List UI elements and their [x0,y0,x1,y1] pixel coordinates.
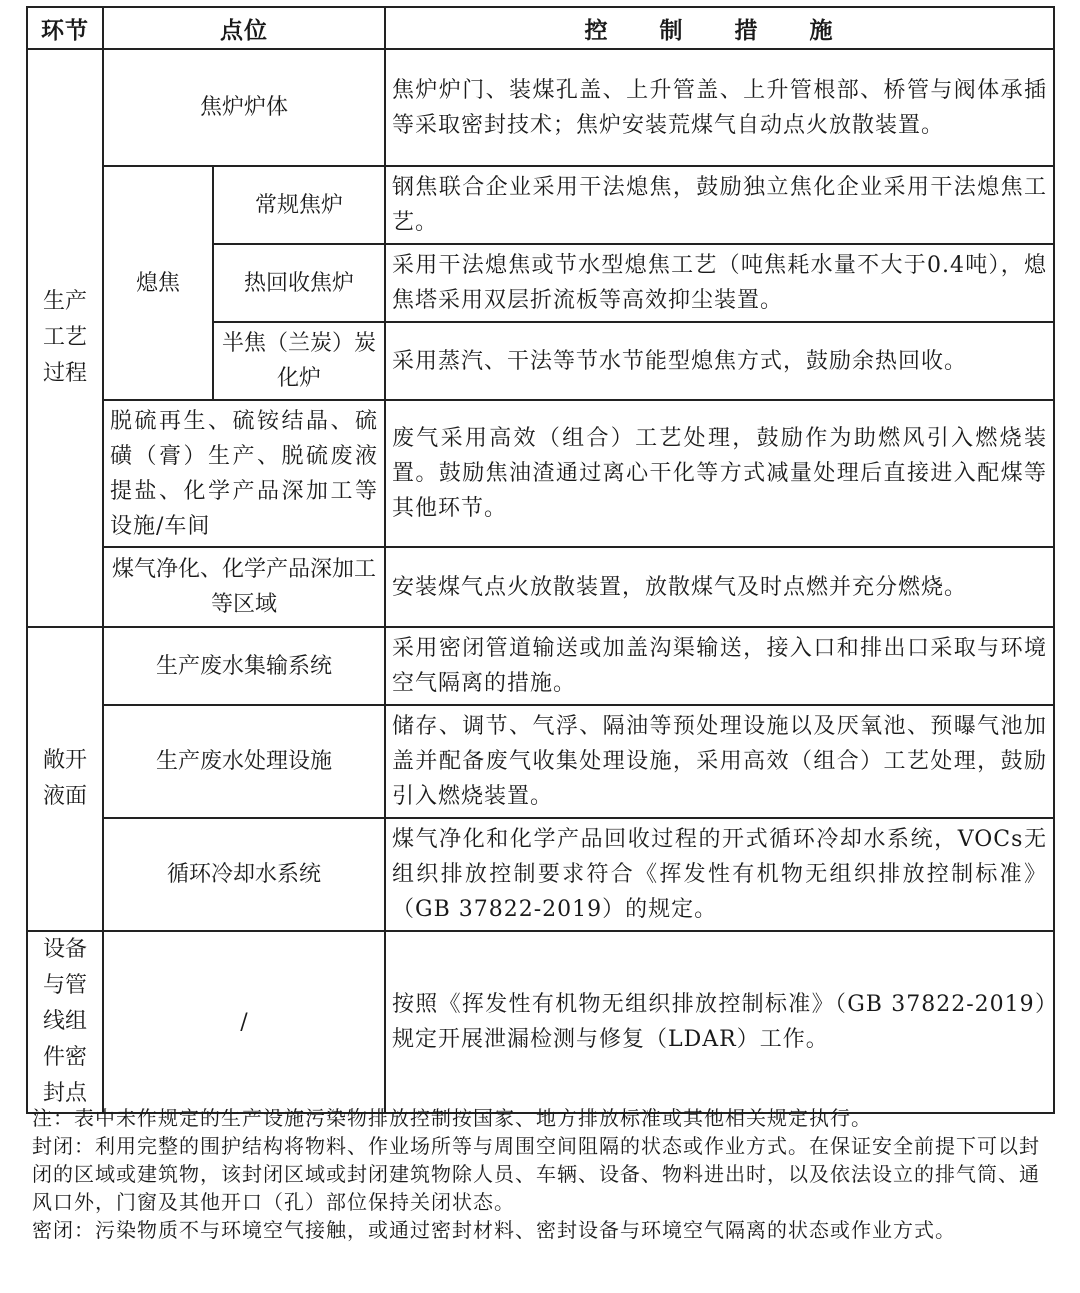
point-cell: 脱硫再生、硫铵结晶、硫磺（膏）生产、脱硫废液提盐、化学产品深加工等设施/车间 [103,400,385,547]
measure-cell: 采用密闭管道输送或加盖沟渠输送，接入口和排出口采取与环境空气隔离的措施。 [385,627,1054,705]
table-row [27,547,1054,627]
point-cell: 生产废水集输系统 [103,627,385,705]
table-row [27,400,1054,547]
header-measures: 控 制 措 施 [385,7,1054,49]
point-cell: 焦炉炉体 [103,49,385,166]
table-row [27,166,1054,244]
measure-cell: 储存、调节、气浮、隔油等预处理设施以及厌氧池、预曝气池加盖并配备废气收集处理设施，采用高效（组合）工艺处理，鼓励引入燃烧装置。 [385,705,1054,818]
header-stage: 环节 [27,7,103,49]
point-cell: 热回收焦炉 [213,244,385,322]
measure-cell: 按照《挥发性有机物无组织排放控制标准》（GB 37822-2019）规定开展泄漏检测与修复（LDAR）工作。 [385,931,1054,1113]
measure-cell: 钢焦联合企业采用干法熄焦，鼓励独立焦化企业采用干法熄焦工艺。 [385,166,1054,244]
table-row [27,818,1054,931]
point-cell: 循环冷却水系统 [103,818,385,931]
measure-cell: 废气采用高效（组合）工艺处理，鼓励作为助燃风引入燃烧装置。鼓励焦油渣通过离心干化等方式减量处理后直接进入配煤等其他环节。 [385,400,1054,547]
quench-group-cell: 熄焦 [103,166,213,400]
measure-cell: 焦炉炉门、装煤孔盖、上升管盖、上升管根部、桥管与阀体承插等采取密封技术；焦炉安装荒煤气自动点火放散装置。 [385,49,1054,166]
group-equipment: 设备与管线组件密封点 [27,931,103,1113]
header-row [27,7,1054,49]
table-row [27,49,1054,166]
point-cell: 生产废水处理设施 [103,705,385,818]
group-open-liquid: 敞开液面 [27,627,103,931]
table-row [27,627,1054,705]
group-production: 生产工艺过程 [27,49,103,627]
table-row [27,705,1054,818]
measure-cell: 采用干法熄焦或节水型熄焦工艺（吨焦耗水量不大于0.4吨），熄焦塔采用双层折流板等高效抑尘装置。 [385,244,1054,322]
table-row [27,931,1054,1113]
control-measures-table-wrapper [26,6,1053,1114]
note-sealed: 密闭：污染物质不与环境空气接触，或通过密封材料、密封设备与环境空气隔离的状态或作业方式。 [32,1218,956,1242]
header-point: 点位 [103,7,385,49]
control-measures-table [26,6,1055,1114]
point-cell: 煤气净化、化学产品深加工等区域 [103,547,385,627]
table-notes [32,1104,1042,1244]
measure-cell: 安装煤气点火放散装置，放散煤气及时点燃并充分燃烧。 [385,547,1054,627]
measure-cell: 煤气净化和化学产品回收过程的开式循环冷却水系统，VOCs无组织排放控制要求符合《挥发性有机物无组织排放控制标准》（GB 37822-2019）的规定。 [385,818,1054,931]
measure-cell: 采用蒸汽、干法等节水节能型熄焦方式，鼓励余热回收。 [385,322,1054,400]
point-cell: 常规焦炉 [213,166,385,244]
point-cell: / [103,931,385,1113]
note-general: 注：表中未作规定的生产设施污染物排放控制按国家、地方排放标准或其他相关规定执行。 [32,1106,872,1130]
point-cell: 半焦（兰炭）炭化炉 [213,322,385,400]
note-enclosed: 封闭：利用完整的围护结构将物料、作业场所等与周围空间阻隔的状态或作业方式。在保证安全前提下可以封闭的区域或建筑物，该封闭区域或封闭建筑物除人员、车辆、设备、物料进出时，以及依法设立的排气筒、通风口外，门窗及其他开口（孔）部位保持关闭状态。 [32,1134,1040,1214]
